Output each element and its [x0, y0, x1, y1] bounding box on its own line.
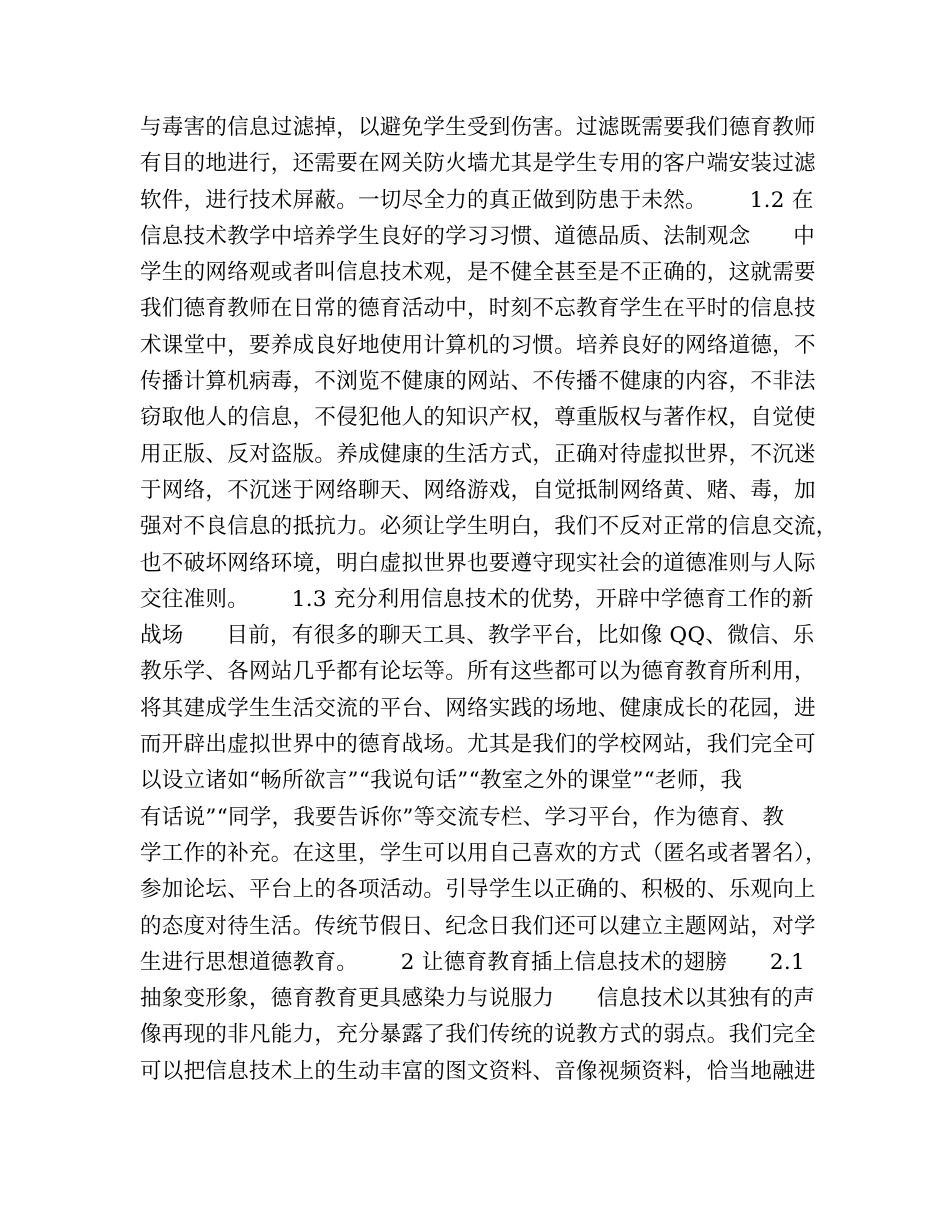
text-line: 有目的地进行，还需要在网关防火墙尤其是学生专用的客户端安装过滤 — [140, 151, 816, 177]
text-line: 有话说”“同学，我要告诉你”等交流专栏、学习平台，作为德育、教 — [140, 804, 785, 830]
text-line: 学生的网络观或者叫信息技术观，是不健全甚至是不正确的，这就需要 — [140, 260, 816, 286]
text-line: 术课堂中，要养成良好地使用计算机的习惯。培养良好的网络道德，不 — [140, 332, 816, 358]
text-line: 也不破坏网络环境，明白虚拟世界也要遵守现实社会的道德准则与人际 — [140, 550, 816, 576]
text-line: 而开辟出虚拟世界中的德育战场。尤其是我们的学校网站，我们完全可 — [140, 732, 816, 758]
text-line: 信息技术教学中培养学生良好的学习习惯、道德品质、法制观念 中 — [140, 223, 816, 249]
text-line: 窃取他人的信息，不侵犯他人的知识产权，尊重版权与著作权，自觉使 — [140, 405, 816, 431]
text-line: 像再现的非凡能力，充分暴露了我们传统的说教方式的弱点。我们完全 — [140, 1022, 816, 1048]
text-line: 与毒害的信息过滤掉，以避免学生受到伤害。过滤既需要我们德育教师 — [140, 115, 816, 140]
text-line: 以设立诸如“畅所欲言”“我说句话”“教室之外的课堂”“老师，我 — [140, 768, 743, 794]
text-line: 学工作的补充。在这里，学生可以用自己喜欢的方式（匿名或者署名）， — [140, 840, 827, 866]
text-line: 软件，进行技术屏蔽。一切尽全力的真正做到防患于未然。 1.2 在 — [140, 187, 814, 213]
text-line: 抽象变形象，德育教育更具感染力与说服力 信息技术以其独有的声 — [140, 986, 816, 1012]
text-line: 可以把信息技术上的生动丰富的图文资料、音像视频资料，恰当地融进 — [140, 1058, 816, 1084]
text-line: 的态度对待生活。传统节假日、纪念日我们还可以建立主题网站，对学 — [140, 913, 816, 939]
text-line: 传播计算机病毒，不浏览不健康的网站、不传播不健康的内容，不非法 — [140, 369, 816, 395]
text-line: 生进行思想道德教育。 2 让德育教育插上信息技术的翅膀 2.1 — [140, 949, 806, 975]
text-line: 于网络，不沉迷于网络聊天、网络游戏，自觉抵制网络黄、赌、毒，加 — [140, 477, 816, 503]
text-line: 交往准则。 1.3 充分利用信息技术的优势，开辟中学德育工作的新 — [140, 586, 814, 612]
text-line: 将其建成学生生活交流的平台、网络实践的场地、健康成长的花园，进 — [140, 695, 816, 721]
text-line: 战场 目前，有很多的聊天工具、教学平台，比如像 QQ、微信、乐 — [140, 623, 815, 649]
text-line: 教乐学、各网站几乎都有论坛等。所有这些都可以为德育教育所利用， — [140, 659, 816, 685]
body-text — [140, 110, 838, 1090]
text-line: 用正版、反对盗版。养成健康的生活方式，正确对待虚拟世界，不沉迷 — [140, 441, 816, 467]
text-line: 参加论坛、平台上的各项活动。引导学生以正确的、积极的、乐观向上 — [140, 877, 816, 903]
text-line: 我们德育教师在日常的德育活动中，时刻不忘教育学生在平时的信息技 — [140, 296, 816, 322]
text-line: 强对不良信息的抵抗力。必须让学生明白，我们不反对正常的信息交流， — [140, 514, 838, 540]
